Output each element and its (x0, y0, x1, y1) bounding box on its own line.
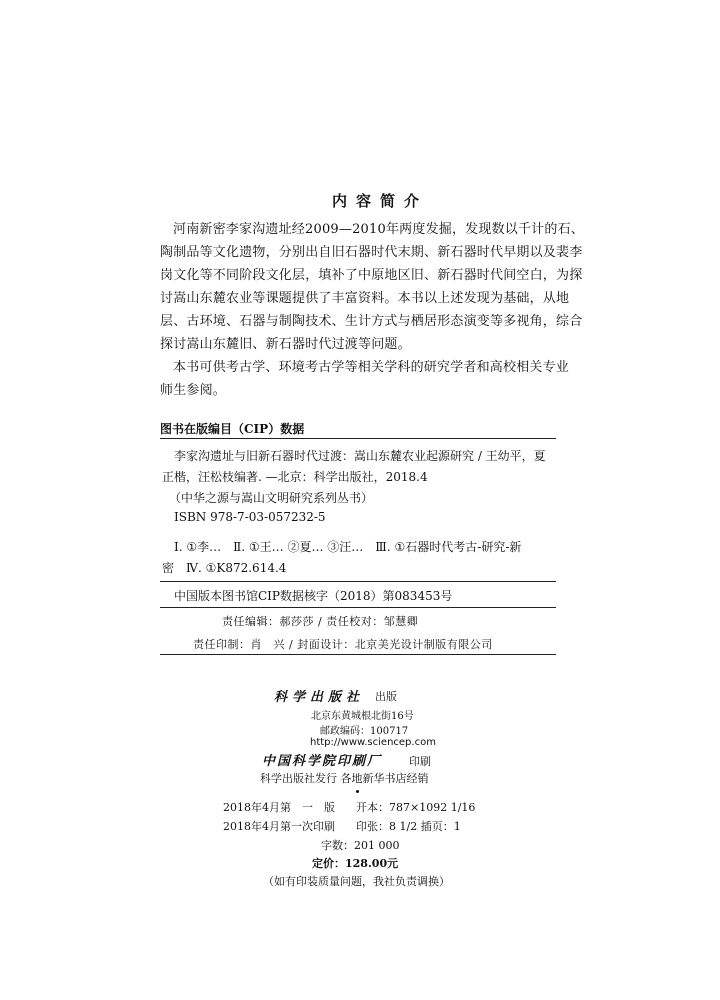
publisher-url: http://www.sciencep.com (310, 737, 436, 748)
printer-seal-logo: 中国科学院印刷厂 (262, 754, 383, 769)
distribution-note: 科学出版社发行 各地新华书店经销 (260, 772, 429, 785)
cip-line: （中华之源与嵩山文明研究系列丛书） (169, 491, 374, 505)
publisher-suffix: 出版 (375, 690, 397, 703)
printer-suffix: 印刷 (409, 755, 431, 768)
cip-top-rule (160, 438, 556, 439)
intro-line: 陶制品等文化遗物，分别出自旧石器时代末期、新石器时代早期以及裴李 (160, 245, 583, 260)
intro-line: 讨嵩山东麓农业等课题提供了丰富资料。本书以上述发现为基础，从地 (160, 291, 570, 306)
format-info: 开本：787×1092 1/16 (356, 801, 476, 814)
editor-credits: 责任编辑：郝莎莎 / 责任校对：邹慧卿 (222, 615, 419, 628)
cip-line: Ⅰ. ①李… Ⅱ. ①王… ②夏… ③汪… Ⅲ. ①石器时代考古-研究-新 (174, 540, 522, 554)
cip-line: 李家沟遗址与旧新石器时代过渡：嵩山东麓农业起源研究 / 王幼平，夏 (174, 449, 546, 463)
publisher-seal-logo: 科学出版社 (274, 690, 365, 705)
cip-title: 图书在版编目（CIP）数据 (160, 422, 305, 436)
intro-line: 本书可供考古学、环境考古学等相关学科的研究学者和高校相关专业 (173, 360, 570, 375)
intro-line: 师生参阅。 (160, 383, 227, 398)
credits-rule (160, 654, 556, 655)
cip-record-number: 中国版本图书馆CIP数据核字（2018）第083453号 (174, 589, 453, 603)
quality-note: （如有印装质量问题，我社负责调换） (263, 875, 450, 888)
printing-credits: 责任印制：肖 兴 / 封面设计：北京美光设计制版有限公司 (193, 638, 493, 651)
edition-info: 2018年4月第 一 版 (223, 801, 335, 814)
intro-line: 河南新密李家沟遗址经2009—2010年两度发掘，发现数以千计的石、 (173, 222, 584, 237)
cip-middle-rule (160, 581, 556, 582)
print-info: 2018年4月第一次印刷 (223, 820, 335, 833)
cip-line: 正楷，汪松枝编著. —北京：科学出版社，2018.4 (162, 470, 428, 484)
intro-title: 内容简介 (332, 192, 429, 210)
cip-isbn: ISBN 978-7-03-057232-5 (174, 510, 326, 524)
publisher-address: 北京东黄城根北街16号 (311, 711, 414, 722)
intro-line: 岗文化等不同阶段文化层，填补了中原地区旧、新石器时代间空白，为探 (160, 268, 583, 283)
separator-dot (356, 790, 359, 793)
price: 定价：128.00元 (312, 857, 399, 870)
intro-line: 层、古环境、石器与制陶技术、生计方式与栖居形态演变等多视角，综合 (160, 314, 583, 329)
word-count: 字数：201 000 (321, 839, 400, 852)
sheets-info: 印张：8 1/2 插页：1 (356, 820, 461, 833)
cip-bottom-rule (160, 607, 556, 608)
intro-line: 探讨嵩山东麓旧、新石器时代过渡等问题。 (160, 337, 411, 352)
cip-line: 密 Ⅳ. ①K872.614.4 (162, 561, 287, 575)
publisher-postcode: 邮政编码：100717 (320, 726, 409, 737)
